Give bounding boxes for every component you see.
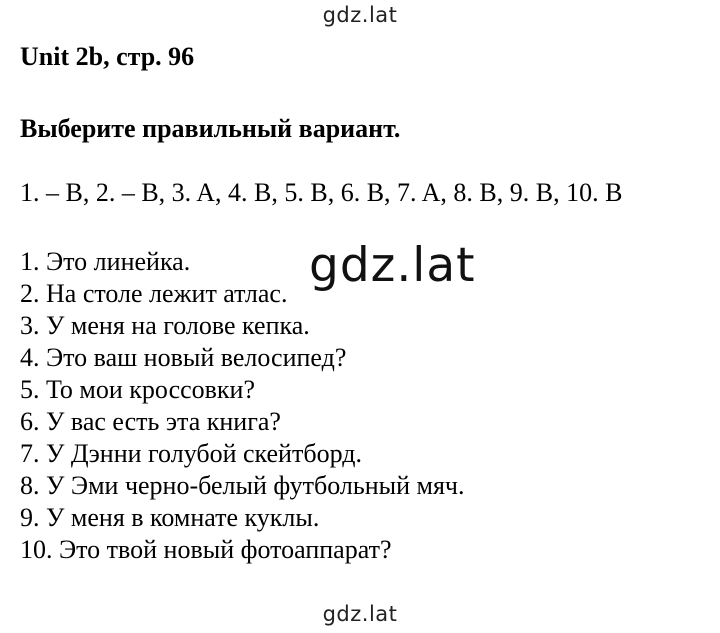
task-instruction: Выберите правильный вариант. bbox=[20, 114, 401, 143]
watermark-top: gdz.lat bbox=[322, 3, 398, 27]
sentence-item: 8. У Эми черно-белый футбольный мяч. bbox=[20, 471, 465, 500]
unit-heading: Unit 2b, стр. 96 bbox=[20, 42, 195, 71]
sentence-item: 10. Это твой новый фотоаппарат? bbox=[20, 535, 392, 564]
sentence-item: 5. То мои кроссовки? bbox=[20, 375, 256, 404]
sentence-item: 1. Это линейка. bbox=[20, 247, 191, 276]
watermark-bottom: gdz.lat bbox=[322, 602, 398, 626]
sentence-item: 7. У Дэнни голубой скейтборд. bbox=[20, 439, 362, 468]
sentence-item: 3. У меня на голове кепка. bbox=[20, 311, 310, 340]
answer-key: 1. – B, 2. – B, 3. A, 4. B, 5. B, 6. B, 7. A, 8. B, 9. B, 10. B bbox=[20, 178, 623, 207]
sentence-item: 9. У меня в комнате куклы. bbox=[20, 503, 320, 532]
watermark-center: gdz.lat bbox=[309, 238, 476, 293]
sentence-list bbox=[20, 246, 464, 566]
sentence-item: 2. На столе лежит атлас. bbox=[20, 279, 288, 308]
sentence-item: 4. Это ваш новый велосипед? bbox=[20, 343, 347, 372]
sentence-item: 6. У вас есть эта книга? bbox=[20, 407, 281, 436]
